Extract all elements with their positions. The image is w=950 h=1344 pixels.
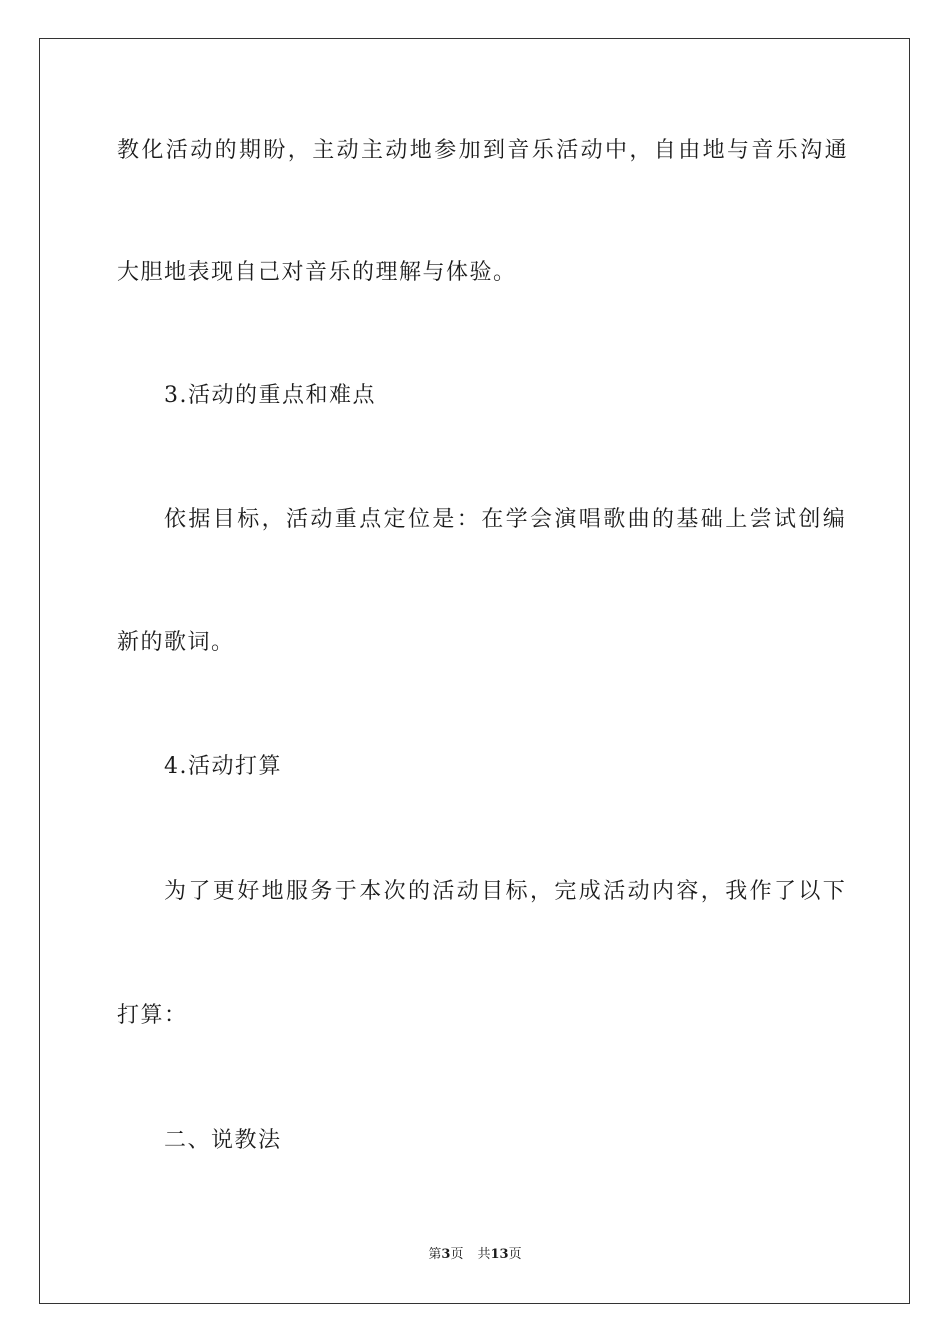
body-text-line: 大胆地表现自己对音乐的理解与体验。	[117, 260, 517, 285]
section-heading: 4.活动打算	[164, 754, 282, 779]
body-text-line: 打算：	[117, 1003, 188, 1028]
page-border	[39, 38, 910, 1304]
footer-page-suffix: 页	[450, 1247, 464, 1262]
body-text-line: 依据目标，活动重点定位是：在学会演唱歌曲的基础上尝试创编	[164, 507, 848, 532]
footer-page-prefix: 第	[428, 1247, 442, 1262]
body-text-line: 教化活动的期盼，主动主动地参加到音乐活动中，自由地与音乐沟通	[117, 138, 850, 163]
footer-total-suffix: 页	[508, 1247, 522, 1262]
body-text-line: 为了更好地服务于本次的活动目标，完成活动内容，我作了以下	[164, 879, 848, 904]
footer-total-prefix: 共	[477, 1247, 491, 1262]
section-heading: 3.活动的重点和难点	[164, 383, 376, 408]
footer-current-page: 3	[441, 1247, 451, 1262]
section-heading: 二、说教法	[164, 1128, 282, 1153]
page-footer	[0, 1246, 950, 1264]
body-text-line: 新的歌词。	[117, 630, 235, 655]
footer-total-pages: 13	[490, 1247, 509, 1262]
